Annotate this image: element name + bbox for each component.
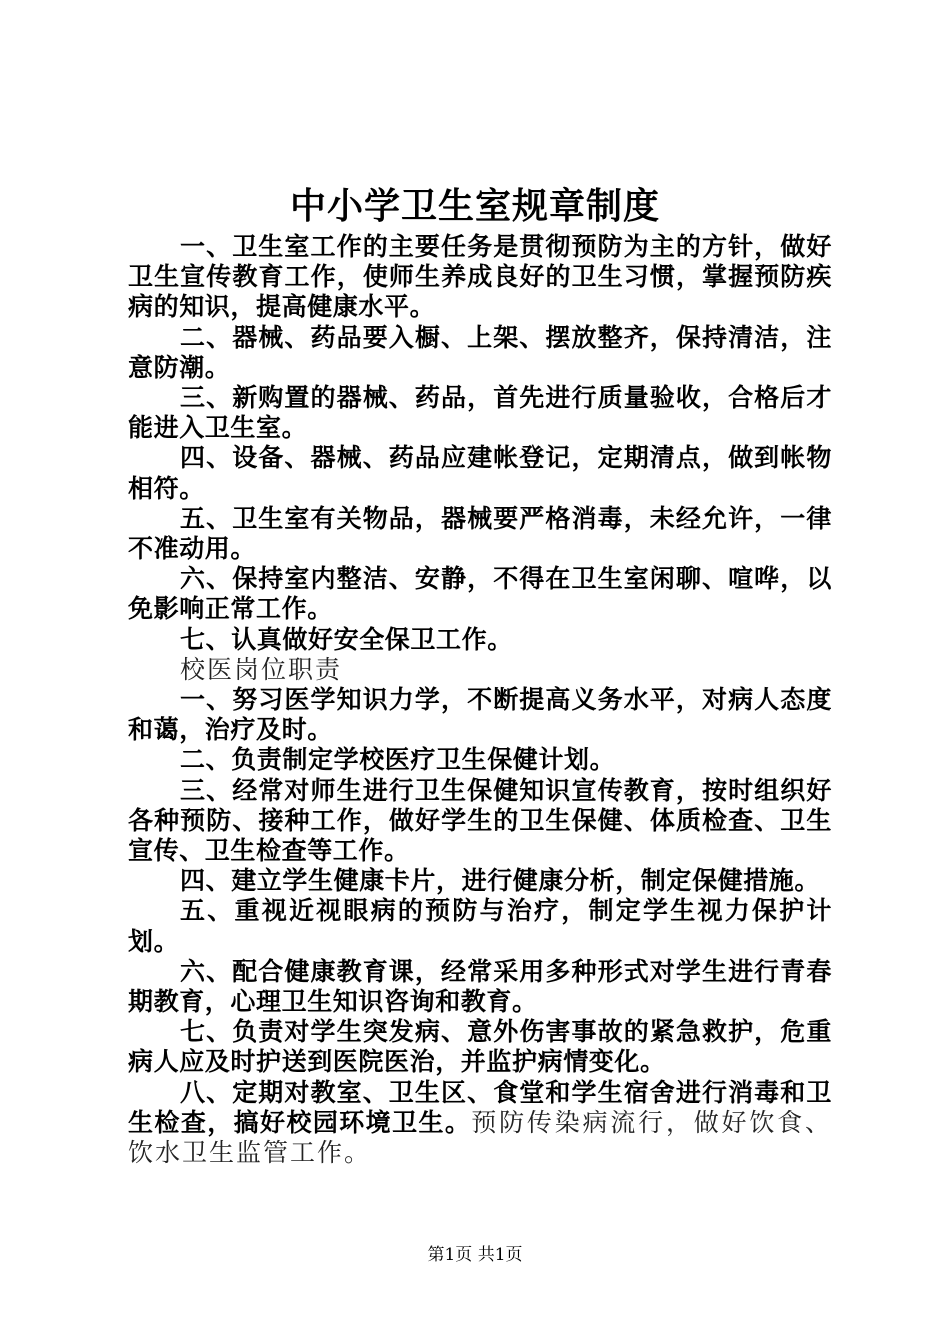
rule-paragraph-2: 二、器械、药品要入橱、上架、摆放整齐，保持清洁，注意防潮。 bbox=[128, 322, 832, 382]
duty-paragraph-7: 七、负责对学生突发病、意外伤害事故的紧急救护，危重病人应及时护送到医院医治，并监护病情变化。 bbox=[128, 1017, 832, 1077]
duty-paragraph-8-main: 八、定期对教室、卫生区、食堂和学生宿舍进行消毒和卫生检查，搞好校园环境卫生。 bbox=[128, 1077, 832, 1137]
rule-paragraph-4: 四、设备、器械、药品应建帐登记，定期清点，做到帐物相符。 bbox=[128, 443, 832, 503]
duty-paragraph-8-tail: 预防传染病流行，做好饮食、饮水卫生监管工作。 bbox=[128, 1107, 832, 1168]
document-body bbox=[128, 232, 832, 1168]
document-title: 中小学卫生室规章制度 bbox=[289, 186, 660, 227]
rule-paragraph-1: 一、卫生室工作的主要任务是贯彻预防为主的方针，做好卫生宣传教育工作，使师生养成良好的卫生习惯，掌握预防疾病的知识，提高健康水平。 bbox=[128, 232, 832, 322]
duty-paragraph-6: 六、配合健康教育课，经常采用多种形式对学生进行青春期教育，心理卫生知识咨询和教育。 bbox=[128, 956, 832, 1017]
duty-paragraph-1: 一、努习医学知识力学，不断提高义务水平，对病人态度和蔼，治疗及时。 bbox=[128, 685, 832, 745]
duty-paragraph-5: 五、重视近视眼病的预防与治疗，制定学生视力保护计划。 bbox=[128, 896, 832, 956]
rule-paragraph-6: 六、保持室内整洁、安静，不得在卫生室闲聊、喧哗，以免影响正常工作。 bbox=[128, 564, 832, 624]
page-footer: 第1页 共1页 bbox=[427, 1245, 523, 1265]
duty-paragraph-4: 四、建立学生健康卡片，进行健康分析，制定保健措施。 bbox=[180, 866, 821, 896]
duties-heading: 校医岗位职责 bbox=[180, 654, 343, 684]
rule-paragraph-5: 五、卫生室有关物品，器械要严格消毒，未经允许，一律不准动用。 bbox=[128, 503, 832, 564]
rule-paragraph-3: 三、新购置的器械、药品，首先进行质量验收，合格后才能进入卫生室。 bbox=[128, 383, 832, 443]
duty-paragraph-8 bbox=[128, 1078, 832, 1169]
duty-paragraph-3: 三、经常对师生进行卫生保健知识宣传教育，按时组织好各种预防、接种工作，做好学生的卫生保健、体质检查、卫生宣传、卫生检查等工作。 bbox=[128, 775, 832, 866]
rule-paragraph-7: 七、认真做好安全保卫工作。 bbox=[180, 624, 513, 654]
duty-paragraph-2: 二、负责制定学校医疗卫生保健计划。 bbox=[180, 745, 616, 775]
